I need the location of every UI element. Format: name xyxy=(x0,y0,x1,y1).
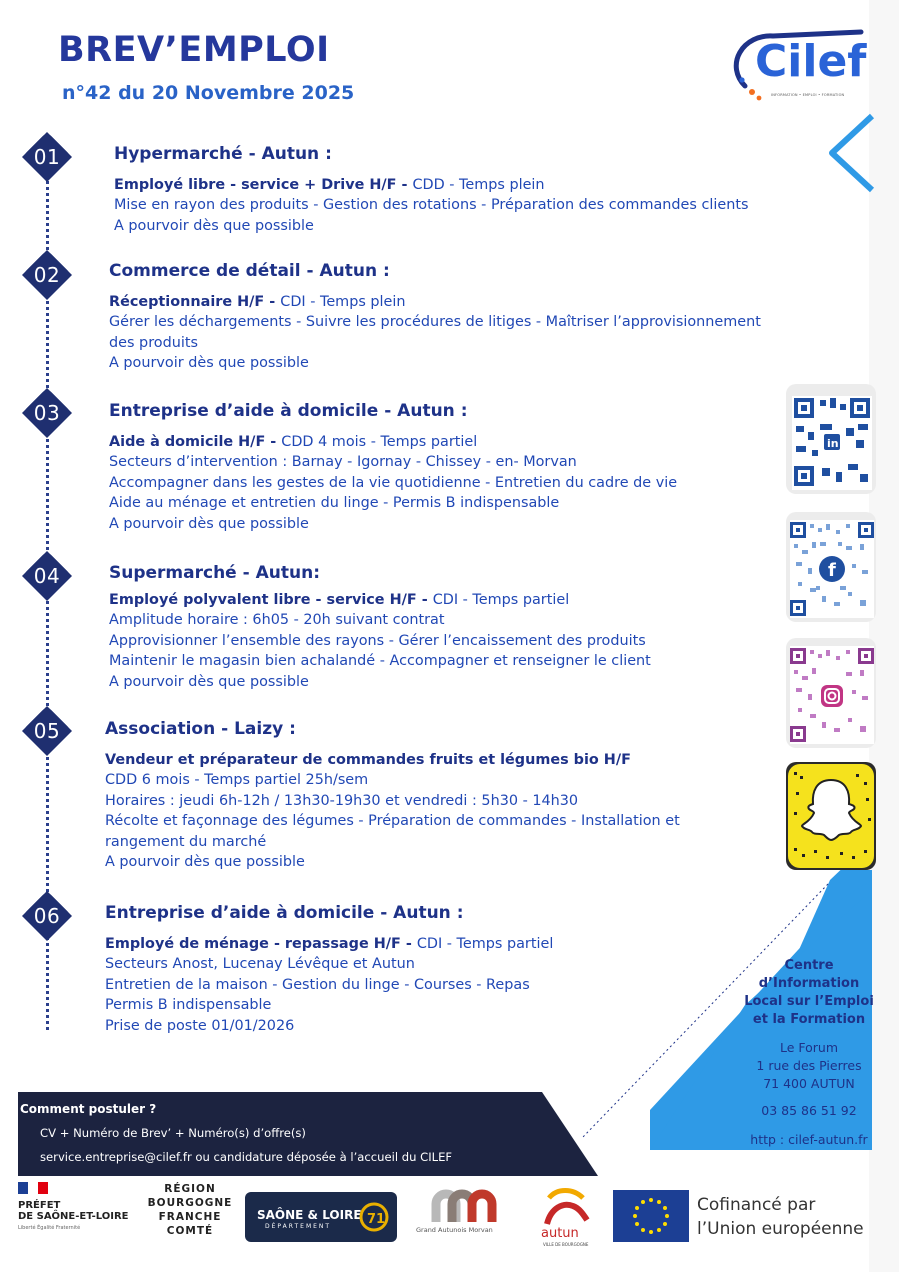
job-employer: Supermarché - Autun: xyxy=(109,563,320,583)
info-title-line: et la Formation xyxy=(752,1012,866,1027)
saone-emblem-icon xyxy=(359,1202,389,1232)
job-position xyxy=(105,934,553,954)
cofinance-line1: Cofinancé par xyxy=(697,1195,816,1215)
job-offer xyxy=(105,902,553,1036)
linkedin-icon xyxy=(786,384,876,494)
newsletter-title: BREV’EMPLOI xyxy=(58,30,330,70)
job-contract: CDD 4 mois - Temps partiel xyxy=(281,434,478,450)
job-contract: CDD - Temps plein xyxy=(412,177,545,193)
job-detail: Prise de poste 01/01/2026 xyxy=(105,1017,295,1034)
job-contract: CDI - Temps partiel xyxy=(432,592,570,608)
facebook-icon xyxy=(786,512,876,622)
eu-flag-icon xyxy=(613,1190,689,1242)
svg-text:71: 71 xyxy=(367,1212,386,1227)
issue-date: n°42 du 20 Novembre 2025 xyxy=(62,82,355,104)
job-employer: Entreprise d’aide à domicile - Autun : xyxy=(105,903,464,923)
address-line: Le Forum xyxy=(779,1040,839,1055)
info-center-website[interactable]: http : cilef-autun.fr xyxy=(750,1132,868,1147)
autun-mark-icon xyxy=(543,1186,593,1226)
prefet-line1: PRÉFET xyxy=(18,1200,61,1211)
region-line: FRANCHE xyxy=(158,1211,222,1223)
job-detail: A pourvoir dès que possible xyxy=(109,355,309,372)
job-position xyxy=(109,432,677,452)
job-offer xyxy=(114,143,749,236)
job-detail: A pourvoir dès que possible xyxy=(109,673,309,690)
svg-text:in: in xyxy=(827,437,839,450)
job-detail: Récolte et façonnage des légumes - Préparation de commandes - Installation et xyxy=(105,813,680,830)
address-line: 1 rue des Pierres xyxy=(756,1058,862,1073)
info-title-line: Local sur l’Emploi xyxy=(744,994,874,1009)
apply-requirements: CV + Numéro de Brev’ + Numéro(s) d’offre(s) xyxy=(40,1126,306,1140)
saone-et-loire-logo xyxy=(245,1192,397,1242)
job-detail: Amplitude horaire : 6h05 - 20h suivant contrat xyxy=(109,612,445,629)
grand-autunois-logo xyxy=(412,1182,524,1252)
chevron-left-icon xyxy=(826,112,876,194)
job-detail: Horaires : jeudi 6h-12h / 13h30-19h30 et vendredi : 5h30 - 14h30 xyxy=(105,792,579,809)
job-detail: rangement du marché xyxy=(105,833,267,850)
job-employer: Hypermarché - Autun : xyxy=(114,144,332,164)
svg-text:f: f xyxy=(828,560,836,581)
job-offer xyxy=(105,718,680,872)
instagram-qr-code[interactable] xyxy=(786,638,876,748)
facebook-qr-code[interactable] xyxy=(786,512,876,622)
job-detail: Gérer les déchargements - Suivre les procédures de litiges - Maîtriser l’approvisionnement xyxy=(109,314,761,331)
job-number-badge xyxy=(22,132,72,182)
job-position xyxy=(114,175,749,195)
job-number: 05 xyxy=(33,719,61,743)
job-contract: CDI - Temps plein xyxy=(280,294,406,310)
job-detail: CDD 6 mois - Temps partiel 25h/sem xyxy=(105,772,369,789)
job-number: 02 xyxy=(33,263,61,287)
region-logo xyxy=(140,1182,240,1252)
job-detail: A pourvoir dès que possible xyxy=(114,217,314,234)
eu-cofinance-text xyxy=(697,1193,864,1241)
instagram-icon xyxy=(786,638,876,748)
marianne-flag-icon xyxy=(18,1182,48,1194)
job-detail: Aide au ménage et entretien du linge - Permis B indispensable xyxy=(109,495,560,512)
region-line: COMTÉ xyxy=(166,1225,214,1237)
job-offer xyxy=(109,562,651,692)
job-title: Employé polyvalent libre - service H/F - xyxy=(109,592,433,608)
cilef-logo xyxy=(733,28,873,103)
job-detail: A pourvoir dès que possible xyxy=(109,515,309,532)
info-title-line: Centre xyxy=(784,958,834,973)
job-position xyxy=(109,590,651,610)
apply-contact-email[interactable]: service.entreprise@cilef.fr ou candidature déposée à l’accueil du CILEF xyxy=(40,1150,453,1164)
grand-autunois-mark-icon xyxy=(422,1188,522,1228)
job-title: Réceptionnaire H/F - xyxy=(109,294,281,310)
job-contract: CDI - Temps partiel xyxy=(416,936,554,952)
prefet-motto: Liberté Égalité Fraternité xyxy=(18,1225,81,1231)
autun-subtext: VILLE DE BOURGOGNE xyxy=(543,1242,589,1247)
snapchat-icon xyxy=(786,762,876,870)
job-offer xyxy=(109,400,677,534)
info-title-line: d’Information xyxy=(758,976,860,991)
job-number-badge xyxy=(22,706,72,756)
job-number-badge xyxy=(22,891,72,941)
job-title: Employé de ménage - repassage H/F - xyxy=(105,936,417,952)
grand-autunois-text: Grand Autunois Morvan xyxy=(416,1226,493,1234)
job-detail: Approvisionner l’ensemble des rayons - Gérer l’encaissement des produits xyxy=(109,632,646,649)
job-position xyxy=(109,292,761,312)
job-number: 04 xyxy=(33,564,61,588)
address-line: 71 400 AUTUN xyxy=(763,1076,855,1091)
prefet-line2: DE SAÔNE-ET-LOIRE xyxy=(18,1211,129,1222)
saone-line2: DÉPARTEMENT xyxy=(265,1223,332,1230)
job-detail: A pourvoir dès que possible xyxy=(105,854,305,871)
info-center-address xyxy=(740,1039,878,1093)
info-center-phone[interactable]: 03 85 86 51 92 xyxy=(761,1103,857,1118)
autun-text: autun xyxy=(541,1226,579,1241)
prefet-logo xyxy=(18,1182,138,1252)
logo-tagline: INFORMATION • EMPLOI • FORMATION xyxy=(771,93,845,97)
job-detail: Secteurs d’intervention : Barnay - Igornay - Chissey - en- Morvan xyxy=(109,454,577,471)
autun-logo xyxy=(537,1182,599,1252)
job-offer xyxy=(109,260,761,374)
logo-wordmark: Cilef xyxy=(755,36,867,87)
job-title: Employé libre - service + Drive H/F - xyxy=(114,177,413,193)
job-detail: des produits xyxy=(109,334,198,351)
job-detail: Entretien de la maison - Gestion du linge - Courses - Repas xyxy=(105,976,530,993)
job-title: Aide à domicile H/F - xyxy=(109,434,282,450)
job-number: 06 xyxy=(33,904,61,928)
apply-title: Comment postuler ? xyxy=(20,1102,157,1116)
saone-line1: SAÔNE & LOIRE xyxy=(257,1208,362,1222)
job-number-badge xyxy=(22,551,72,601)
job-detail: Secteurs Anost, Lucenay Lévêque et Autun xyxy=(105,956,415,973)
job-position xyxy=(105,750,680,770)
job-number: 03 xyxy=(33,401,61,425)
job-detail: Permis B indispensable xyxy=(105,997,272,1014)
cofinance-line2: l’Union européenne xyxy=(697,1219,864,1239)
job-number-badge xyxy=(22,250,72,300)
job-detail: Maintenir le magasin bien achalandé - Accompagner et renseigner le client xyxy=(109,653,651,670)
job-detail: Accompagner dans les gestes de la vie quotidienne - Entretien du cadre de vie xyxy=(109,474,678,491)
job-number-badge xyxy=(22,388,72,438)
job-title: Vendeur et préparateur de commandes fruits et légumes bio H/F xyxy=(105,752,631,768)
job-employer: Association - Laizy : xyxy=(105,719,296,739)
job-number: 01 xyxy=(33,145,61,169)
job-employer: Commerce de détail - Autun : xyxy=(109,261,390,281)
job-employer: Entreprise d’aide à domicile - Autun : xyxy=(109,401,468,421)
info-center-title xyxy=(740,957,878,1029)
job-detail: Mise en rayon des produits - Gestion des rotations - Préparation des commandes clients xyxy=(114,197,749,214)
linkedin-qr-code[interactable] xyxy=(786,384,876,494)
snapchat-qr-code[interactable] xyxy=(786,762,876,870)
region-line: RÉGION xyxy=(164,1183,216,1195)
region-line: BOURGOGNE xyxy=(147,1197,233,1209)
